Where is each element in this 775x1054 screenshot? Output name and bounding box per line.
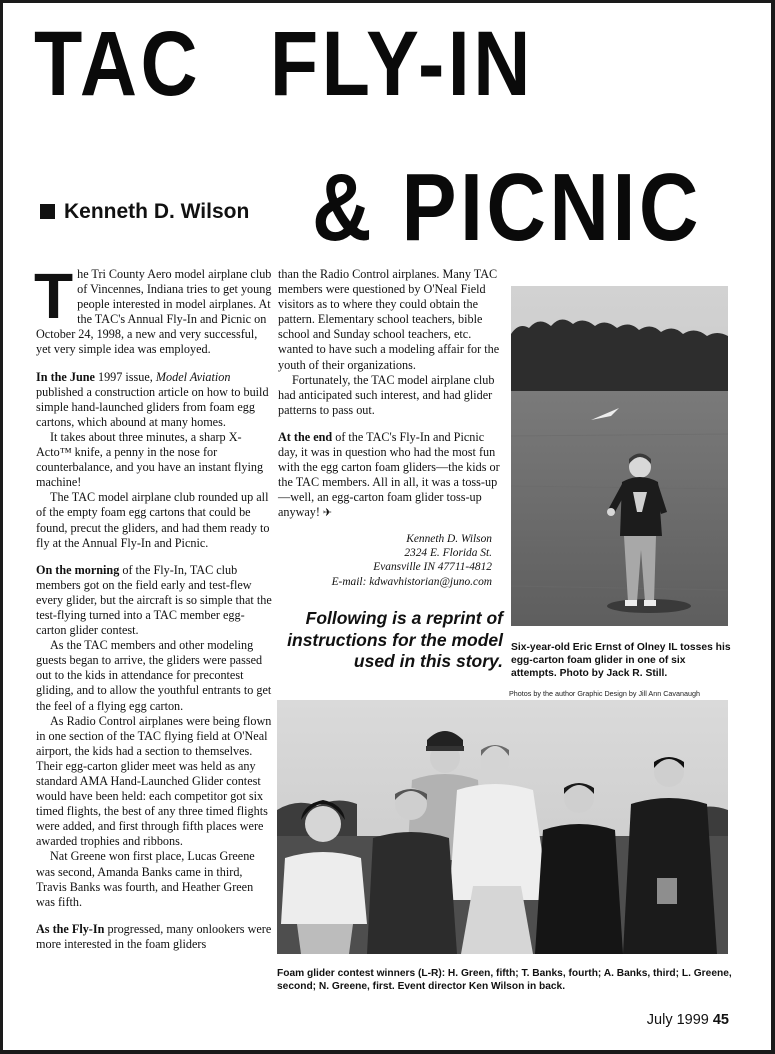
page-folio: [647, 1012, 729, 1028]
square-bullet-icon: [40, 204, 55, 219]
lead-in: At the end: [278, 429, 333, 444]
headline-line-1: [34, 13, 534, 115]
photo-boy-tossing-glider-image: [511, 286, 728, 626]
paragraph-10: than the Radio Control airplanes. Many TAC members were questioned by O'Neal Field visitors as to where they could obtain the pattern. Elementary school teachers, bible school and Sunday school teachers, etc. wanted to have such a modeling affair for the youth of their organizations.: [278, 267, 500, 372]
paragraph-7: As Radio Control airplanes were being flown in one section of the TAC flying field at O'Neal airport, the kids had a section to themselves. Their egg-carton glider meet was held as any standard AMA Hand-Launched Glider contest would have been held: each competitor got six timed flights, the best of any three timed flights were added, and first through fifth places were awarded trophies and ribbons.: [36, 713, 272, 849]
signature-name: Kenneth D. Wilson: [406, 532, 492, 545]
byline-author: Kenneth D. Wilson: [64, 200, 250, 223]
lead-in: As the Fly-In: [36, 921, 105, 936]
paragraph-12: At the end of the TAC's Fly-In and Picnic day, it was in question who had the most fun with the egg carton foam gliders—the kids or the TAC members. All in all, it was a toss-up—well, an egg-carton foam glider toss-up anyway! ✈: [278, 429, 500, 520]
issue-date: July 1999: [646, 1012, 709, 1028]
lead-in: In the June: [36, 369, 95, 384]
paragraph-4: The TAC model airplane club rounded up all of the empty foam egg cartons that could be found, precut the gliders, and had them ready to fly at the Annual Fly-In and Picnic.: [36, 490, 270, 550]
paragraph-1: The Tri County Aero model airplane club of Vincennes, Indiana tries to get young people interested in model airplanes. At the TAC's Annual Fly-In and Picnic on October 24, 1998, a new and very successful, yet very simple idea was employed.: [34, 260, 272, 357]
photo-credits: Photos by the author Graphic Design by Jill Ann Cavanaugh: [509, 689, 700, 698]
paragraph-8: Nat Greene won first place, Lucas Greene was second, Amanda Banks came in third, Travis Banks was fourth, and Heather Green was fifth.: [36, 849, 255, 909]
byline: [40, 200, 249, 224]
magazine-title: Model Aviation: [155, 369, 231, 384]
headline-line-2: & PICNIC: [312, 154, 702, 261]
page-number: 45: [712, 1012, 729, 1028]
photo-2-caption: Foam glider contest winners (L-R): H. Green, fifth; T. Banks, fourth; A. Banks, third; L. Greene, second; N. Greene, first. Event director Ken Wilson in back.: [277, 968, 732, 992]
photo-1-caption: Six-year-old Eric Ernst of Olney IL tosses his egg-carton foam glider in one of six attempts. Photo by Jack R. Still.: [511, 642, 731, 679]
paragraph-6: As the TAC members and other modeling guests began to arrive, the gliders were passed out to the kids in attendance for precontest gliding, and to allow the youthful entrants to get the feel of a flying egg carton.: [36, 638, 272, 713]
paragraph-2: In the June 1997 issue, Model Aviation published a construction article on how to build simple hand-launched gliders from foam egg cartons, which abound at many homes.: [36, 369, 269, 429]
paragraph-3: It takes about three minutes, a sharp X-Acto™ knife, a penny in the nose for counterbalance, and you have an instant flying machine!: [36, 429, 264, 490]
article-column-1: [34, 260, 272, 952]
airplane-end-mark-icon: ✈: [319, 507, 332, 520]
signature-email: E-mail: kdwavhistorian@juno.com: [331, 575, 492, 588]
headline-word-fly-in: FLY-IN: [269, 13, 534, 115]
signature-street: 2324 E. Florida St.: [404, 546, 492, 559]
paragraph-11: Fortunately, the TAC model airplane club had anticipated such interest, and had glider patterns to pass out.: [278, 372, 495, 417]
photo-contest-winners-image: [277, 700, 728, 954]
signature-city: Evansville IN 47711-4812: [373, 561, 492, 574]
headline-word-tac: TAC: [34, 13, 202, 115]
photo-contest-winners: [277, 700, 728, 954]
author-signature: [278, 532, 500, 590]
reprint-note: Following is a reprint of instructions for the model used in this story.: [287, 608, 503, 671]
photo-boy-tossing-glider: [511, 286, 728, 626]
article-column-2: [278, 267, 500, 589]
paragraph-9: As the Fly-In progressed, many onlookers were more interested in the foam gliders: [36, 921, 272, 951]
lead-in: On the morning: [36, 562, 120, 577]
drop-cap: T: [34, 260, 74, 332]
paragraph-5: On the morning of the Fly-In, TAC club members got on the field early and test-flew every glider, but the aircraft is so simple that the test-flying turned into a TAC member egg-carton glider contest.: [36, 562, 272, 638]
